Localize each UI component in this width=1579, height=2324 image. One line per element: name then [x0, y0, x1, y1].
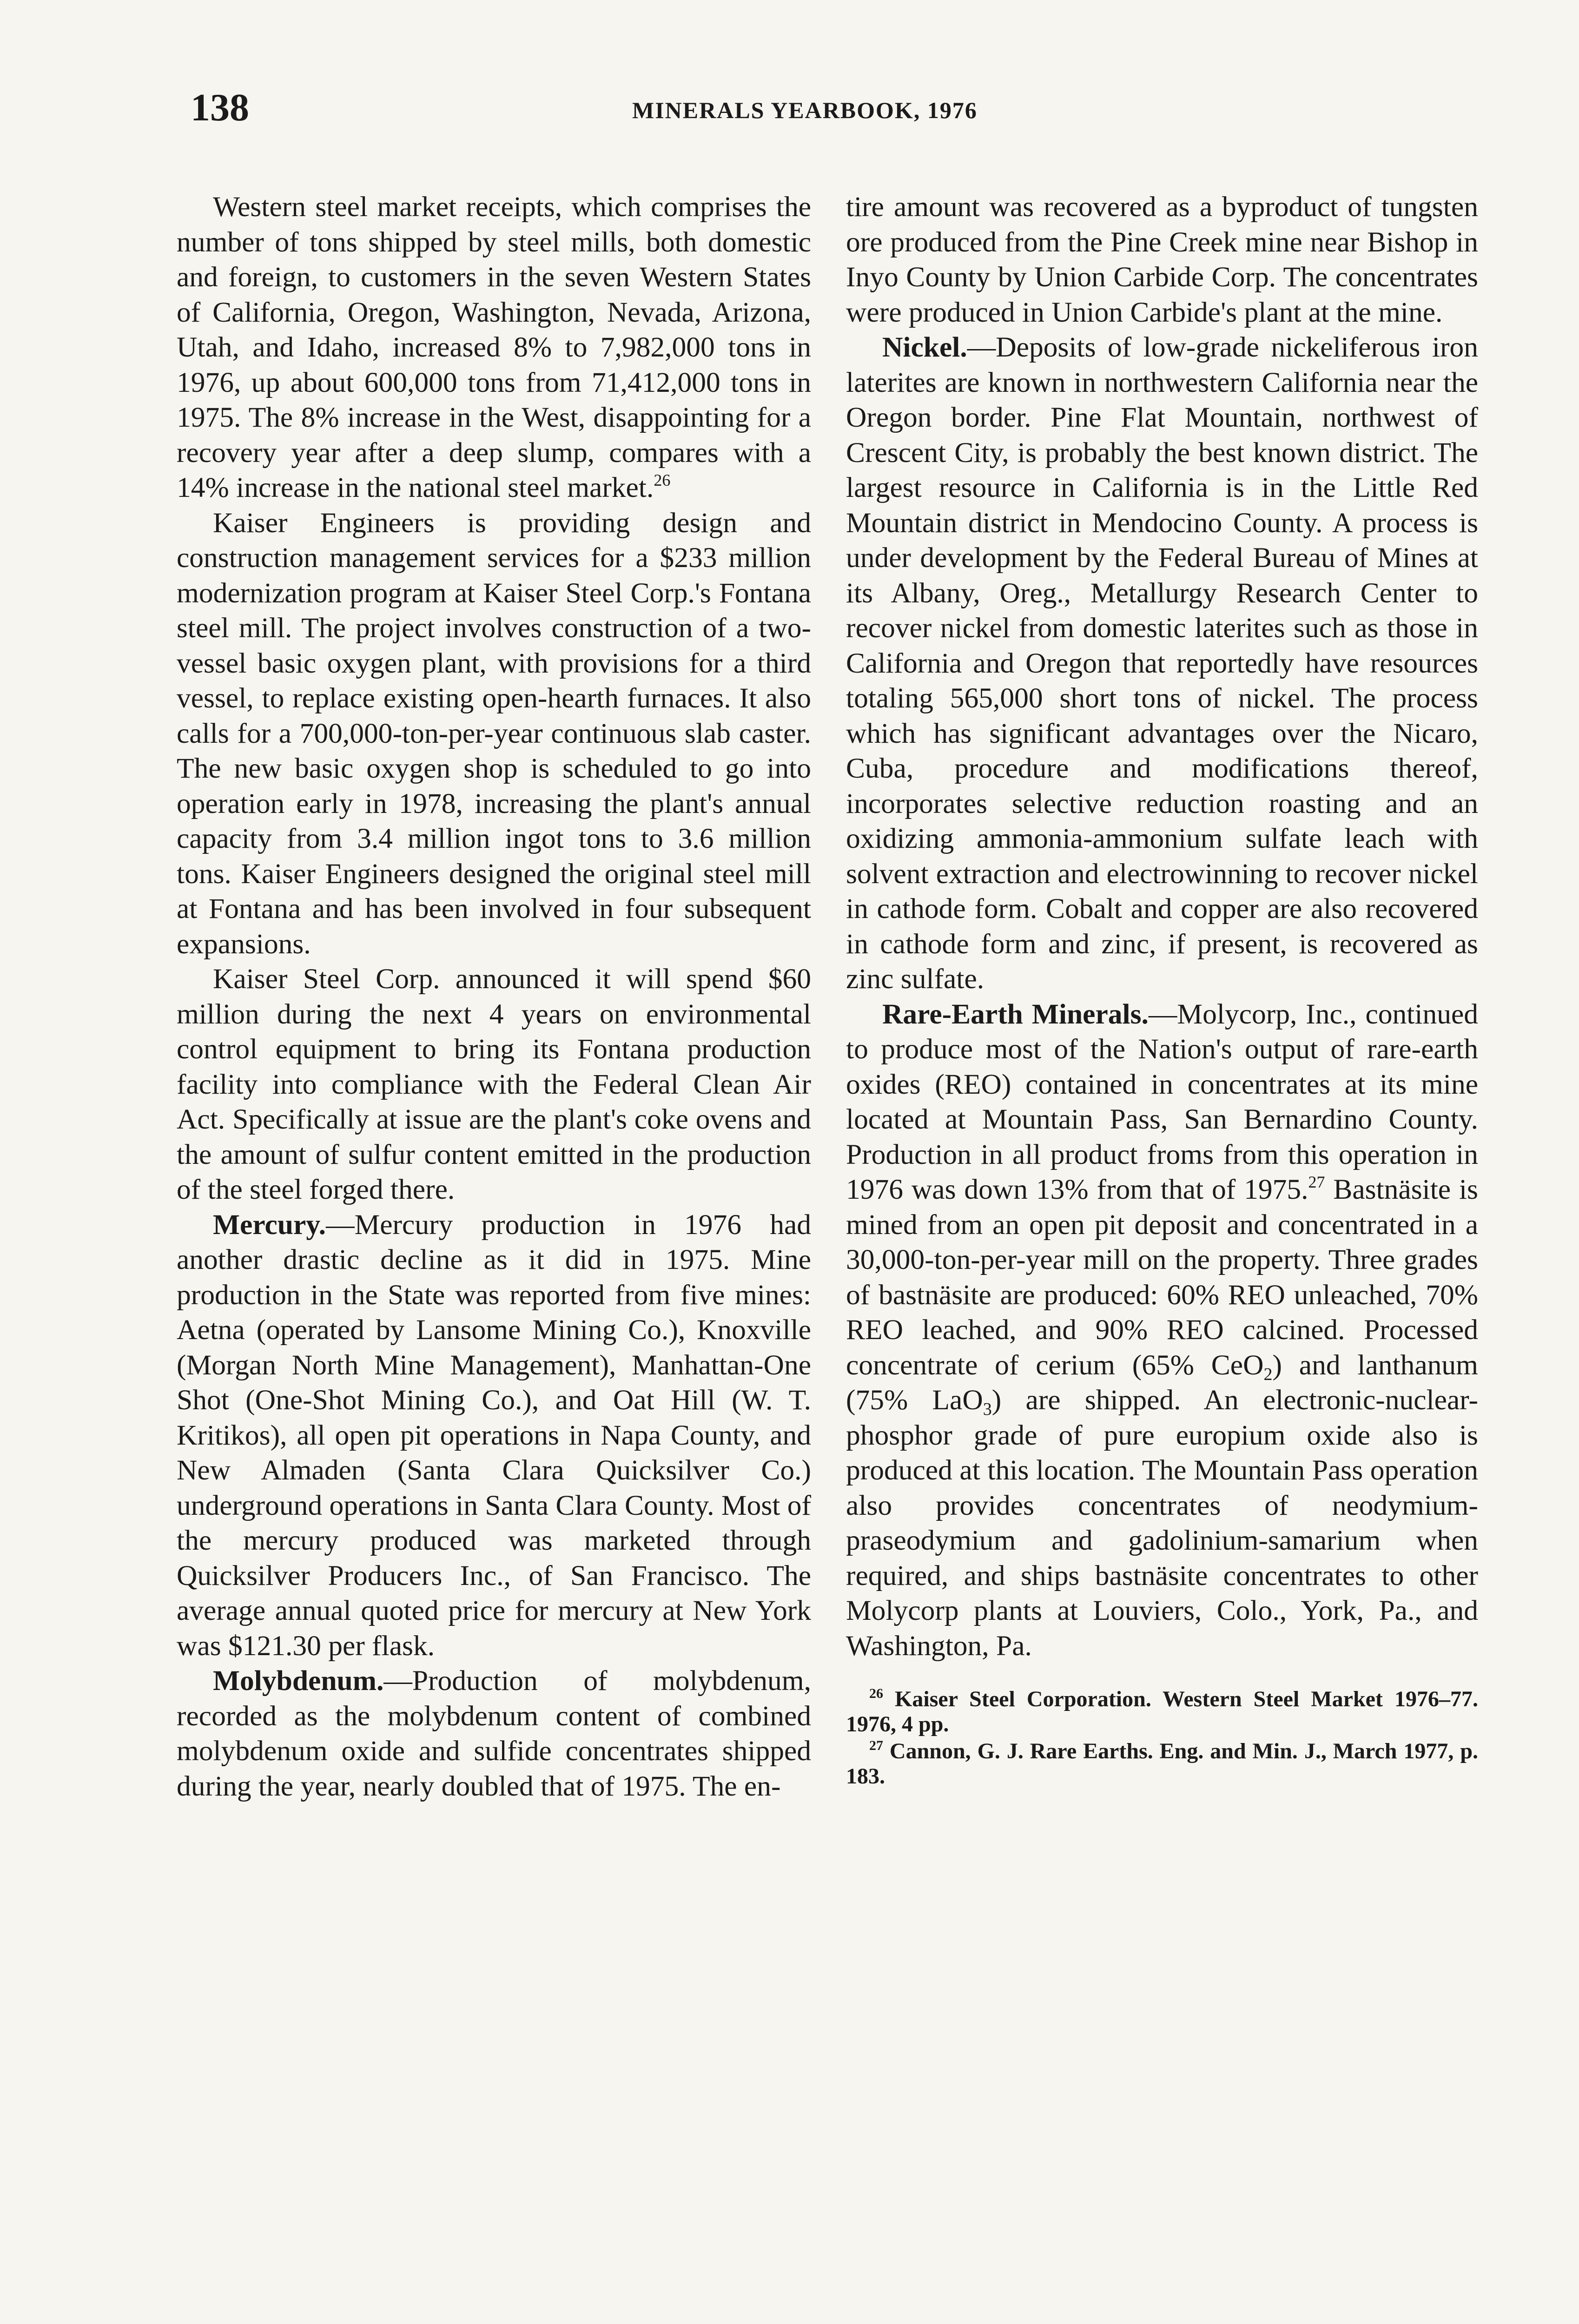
section-heading-molybdenum: Molybdenum.: [213, 1665, 384, 1697]
paragraph-molybdenum-continued: tire amount was recovered as a byproduct of tungsten ore produced from the Pine Creek mine near Bishop in Inyo County by Union Carbide Corp. The concentrates were produced in Union Carbide's plant at the mine.: [846, 191, 1478, 328]
paragraph-text: —Production of molybdenum, recorded as the molybdenum content of combined molybdenum oxide and sulfide concentrates shipped during the year, nearly doubled that of 1975. The en-: [177, 1665, 811, 1802]
paragraph-molybdenum: [177, 1664, 811, 1804]
paragraph-text: —Mercury production in 1976 had another drastic decline as it did in 1975. Mine production in the State was reported from five mines: Aetna (operated by Lansome Mining Co.), Knoxville (Morgan North Mine Management), Manhattan-One Shot (One-Shot Mining Co.), and Oat Hill (W. T. Kritikos), all open pit operations in Napa County, and New Almaden (Santa Clara Quicksilver Co.) underground operations in Santa Clara County. Most of the mercury produced was marketed through Quicksilver Producers Inc., of San Francisco. The average annual quoted price for mercury at New York was $121.30 per flask.: [177, 1208, 811, 1662]
footnote: [846, 1739, 1478, 1789]
paragraph-text: Western steel market receipts, which comprises the number of tons shipped by steel mills, both domestic and foreign, to customers in the seven Western States of California, Oregon, Washington, Nevada, Arizona, Utah, and Idaho, increased 8% to 7,982,000 tons in 1976, up about 600,000 tons from 71,412,000 tons in 1975. The 8% increase in the West, disappointing for a recovery year after a deep slump, compares with a 14% increase in the national steel market.: [177, 191, 811, 503]
paragraph-kaiser-engineers: Kaiser Engineers is providing design and construction management services for a $233 million modernization program at Kaiser Steel Corp.'s Fontana steel mill. The project involves construction of a two-vessel basic oxygen plant, with provisions for a third vessel, to replace existing open-hearth furnaces. It also calls for a 700,000-ton-per-year continuous slab caster. The new basic oxygen shop is scheduled to go into operation early in 1978, increasing the plant's annual capacity from 3.4 million ingot tons to 3.6 million tons. Kaiser Engineers designed the original steel mill at Fontana and has been involved in four subsequent expansions.: [177, 507, 811, 960]
footnote-mark: 26: [869, 1686, 883, 1701]
footnote-mark: 27: [869, 1738, 883, 1753]
left-column: [177, 190, 811, 1804]
paragraph-western-steel-market: [177, 190, 811, 506]
section-heading-rare-earth: Rare-Earth Minerals.: [882, 998, 1149, 1030]
paragraph-text: ) are shipped. An electronic-nuclear-phosphor grade of pure europium oxide also is produced at this location. The Mountain Pass operation also provides concentrates of neodymium-praseodymium and gadolinium-samarium when required, and ships bastnäsite concentrates to other Molycorp plants at Louviers, Colo., York, Pa., and Washington, Pa.: [846, 1384, 1478, 1662]
footnote-reference: 27: [1308, 1173, 1325, 1191]
right-column: [846, 190, 1478, 1791]
running-title: MINERALS YEARBOOK, 1976: [632, 97, 978, 123]
paragraph-text: ) and lanthanum (75% LaO: [846, 1349, 1478, 1416]
paragraph-text: —Molycorp, Inc., continued to produce most of the Nation's output of rare-earth oxides (REO) contained in concentrates at its mine located at Mountain Pass, San Bernardino County. Production in all product froms from this operation in 1976 was down 13% from that of 1975.: [846, 998, 1479, 1205]
paragraph-rare-earth: [846, 997, 1478, 1664]
paragraph-mercury: [177, 1208, 811, 1664]
footnote-reference: 26: [654, 471, 671, 489]
paragraph-kaiser-steel: Kaiser Steel Corp. announced it will spend $60 million during the next 4 years on environmental control equipment to bring its Fontana production facility into compliance with the Federal Clean Air Act. Specifically at issue are the plant's coke ovens and the amount of sulfur content emitted in the production of the steel forged there.: [177, 963, 811, 1205]
footnotes: [846, 1682, 1478, 1789]
section-heading-nickel: Nickel.: [882, 331, 967, 363]
section-heading-mercury: Mercury.: [213, 1208, 326, 1241]
footnote-text: Kaiser Steel Corporation. Western Steel Market 1976–77. 1976, 4 pp.: [846, 1687, 1478, 1736]
footnote: [846, 1687, 1478, 1737]
page-number: 138: [191, 86, 249, 129]
paragraph-nickel: [846, 330, 1478, 997]
paragraph-text: —Deposits of low-grade nickeliferous iron laterites are known in northwestern California near the Oregon border. Pine Flat Mountain, northwest of Crescent City, is probably the best known district. The largest resource in California is in the Little Red Mountain district in Mendocino County. A process is under development by the Federal Bureau of Mines at its Albany, Oreg., Metallurgy Research Center to recover nickel from domestic laterites such as those in California and Oregon that reportedly have resources totaling 565,000 short tons of nickel. The process which has significant advantages over the Nicaro, Cuba, procedure and modifications thereof, incorporates selective reduction roasting and an oxidizing ammonia-ammonium sulfate leach with solvent extraction and electrowinning to recover nickel in cathode form. Cobalt and copper are also recovered in cathode form and zinc, if present, is recovered as zinc sulfate.: [846, 331, 1478, 995]
subscript: 3: [983, 1400, 992, 1419]
footnote-text: Cannon, G. J. Rare Earths. Eng. and Min. J., March 1977, p. 183.: [846, 1739, 1479, 1789]
paragraph-text: Bastnäsite is mined from an open pit deposit and concentrated in a 30,000-ton-per-year mill on the property. Three grades of bastnäsite are produced: 60% REO unleached, 70% REO leached, and 90% REO calcined. Processed concentrate of cerium (65% CeO: [846, 1174, 1478, 1381]
subscript: 2: [1263, 1364, 1273, 1384]
